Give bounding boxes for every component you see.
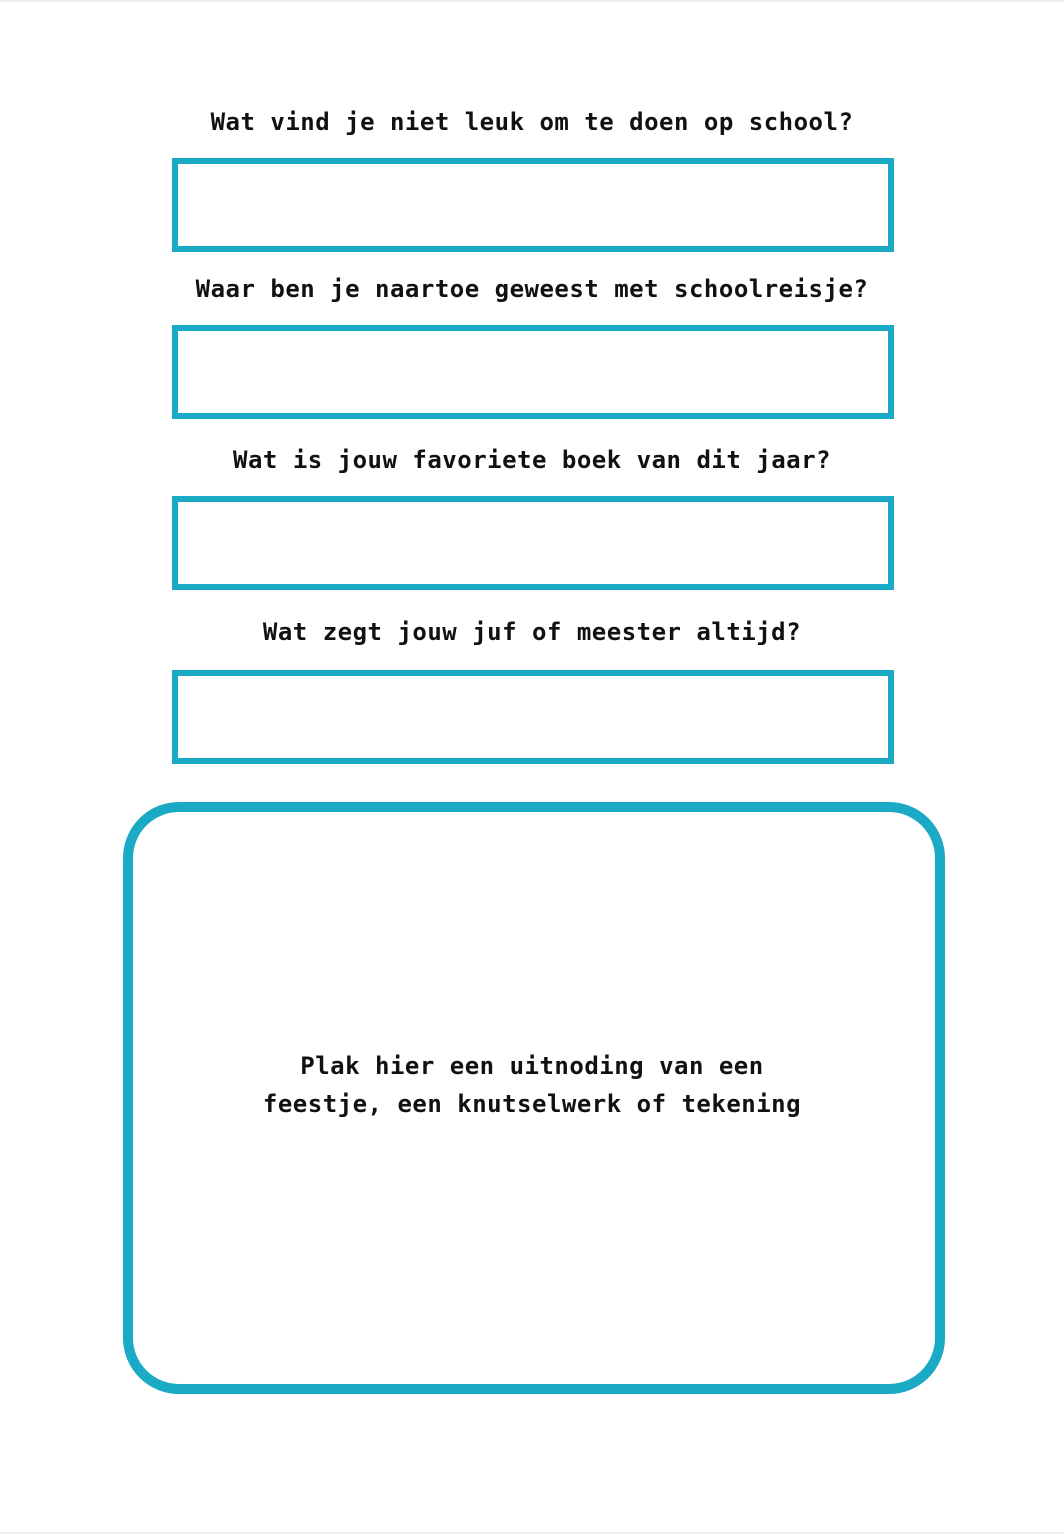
question-teacher-saying: Wat zegt jouw juf of meester altijd? [262, 618, 802, 646]
answer-box-favorite-book[interactable] [172, 496, 894, 590]
question-dislike-school: Wat vind je niet leuk om te doen op school? [210, 108, 854, 136]
answer-box-teacher-saying[interactable] [172, 670, 894, 764]
paste-area-line-1: Plak hier een uitnoding van een [300, 1052, 764, 1080]
page-edge-top [0, 0, 1064, 2]
question-favorite-book: Wat is jouw favoriete boek van dit jaar? [233, 446, 831, 474]
answer-box-school-trip[interactable] [172, 325, 894, 419]
paste-area-line-2: feestje, een knutselwerk of tekening [262, 1090, 802, 1118]
answer-box-dislike-school[interactable] [172, 158, 894, 252]
question-school-trip: Waar ben je naartoe geweest met schoolreisje? [195, 275, 869, 303]
paste-area-instructions [0, 1047, 1064, 1123]
